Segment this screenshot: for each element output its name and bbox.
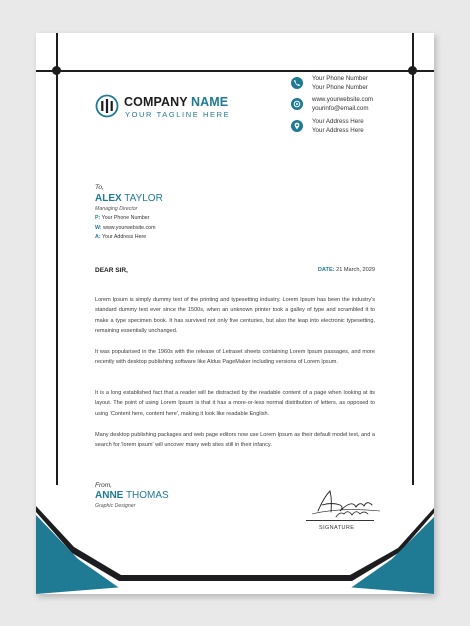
contact-website: www.yourwebsite.com	[312, 96, 374, 103]
from-label: From,	[95, 482, 112, 489]
sender-name: ANNE THOMAS	[95, 490, 169, 501]
recipient-website: W: www.yourwebsite.com	[95, 225, 156, 231]
body-paragraph-4: Many desktop publishing packages and web page editors now use Lorem Ipsum as their default model text, and a search for 'lorem ipsum' will uncover many web sites still in their infancy.	[95, 432, 375, 449]
recipient-role: Managing Director	[95, 206, 138, 212]
location-icon	[291, 120, 303, 132]
top-border-line	[36, 70, 434, 72]
letterhead-page	[36, 33, 434, 594]
body-paragraph-1: Lorem Ipsum is simply dummy text of the printing and typesetting industry. Lorem Ipsum has been the industry's standard dummy text ever since the 1500s, when an unknown printer took a galley of type and scrambled it to make a type specimen book. It has survived not only five centuries, but also the leap into electronic typesetting, remaining essentially unchanged.	[95, 297, 375, 335]
right-border-line	[412, 33, 414, 485]
contact-phone-1: Your Phone Number	[312, 75, 368, 82]
bottom-decoration	[36, 495, 434, 594]
email-icon	[291, 98, 303, 110]
company-name: COMPANY NAME	[124, 95, 229, 109]
signature-label: SIGNATURE	[319, 525, 355, 531]
contact-email: yourinfo@email.com	[312, 105, 369, 112]
corner-dot-left	[52, 66, 61, 75]
salutation: DEAR SIR,	[95, 267, 128, 274]
company-tagline: YOUR TAGLINE HERE	[125, 110, 231, 119]
contact-address-1: Your Address Here	[312, 118, 364, 125]
contact-address-2: Your Address Here	[312, 127, 364, 134]
sender-role: Graphic Designer	[95, 503, 136, 509]
company-logo-icon	[95, 94, 119, 118]
corner-dot-right	[408, 66, 417, 75]
recipient-phone: P: Your Phone Number	[95, 215, 150, 221]
to-label: To,	[95, 184, 104, 191]
contact-phone-2: Your Phone Number	[312, 84, 368, 91]
phone-icon	[291, 77, 303, 89]
body-paragraph-3: It is a long established fact that a reader will be distracted by the readable content of a page when looking at its layout. The point of using Lorem Ipsum is that it has a more-or-less normal distribution of letters, as opposed to using 'Content here, content here', making it look like readable English.	[95, 390, 375, 417]
body-paragraph-2: It was popularised in the 1960s with the release of Letraset sheets containing Lorem Ipsum passages, and more recently with desktop publishing software like Aldus PageMaker including versions of Lorem Ipsum.	[95, 349, 375, 366]
letter-date: DATE: 21 March, 2029	[317, 267, 375, 273]
recipient-address: A: Your Address Here	[95, 234, 147, 240]
left-border-line	[56, 33, 58, 485]
recipient-name: ALEX TAYLOR	[95, 193, 163, 204]
